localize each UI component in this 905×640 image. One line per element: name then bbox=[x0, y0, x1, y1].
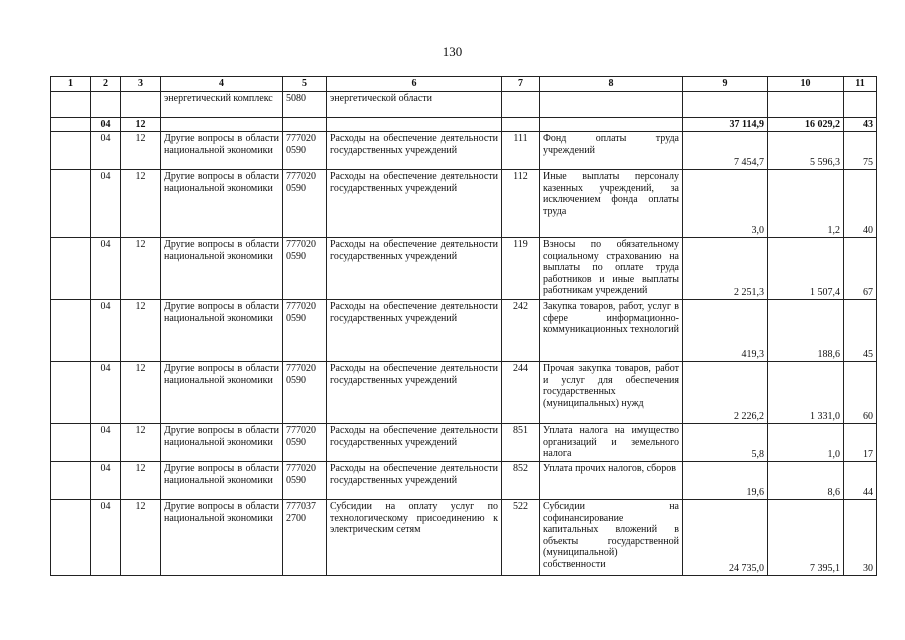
cell-c4: Другие вопросы в области национальной экономики bbox=[161, 500, 283, 576]
header-cell: 1 bbox=[51, 77, 91, 92]
cell-c9: 3,0 bbox=[683, 170, 768, 238]
cell-c6: энергетической области bbox=[327, 91, 502, 117]
cell-c9: 37 114,9 bbox=[683, 117, 768, 132]
cell-c1 bbox=[51, 91, 91, 117]
cell-c6: Субсидии на оплату услуг по технологическому присоединению к электрическим сетям bbox=[327, 500, 502, 576]
cell-c3 bbox=[121, 91, 161, 117]
table-row bbox=[51, 238, 877, 300]
cell-c9: 19,6 bbox=[683, 462, 768, 500]
cell-c6: Расходы на обеспечение деятельности государственных учреждений bbox=[327, 132, 502, 170]
cell-c2: 04 bbox=[91, 500, 121, 576]
cell-c10: 16 029,2 bbox=[768, 117, 844, 132]
page-number: 130 bbox=[442, 44, 463, 59]
cell-c6 bbox=[327, 117, 502, 132]
cell-c9: 2 226,2 bbox=[683, 362, 768, 424]
cell-c8: Уплата прочих налогов, сборов bbox=[540, 462, 683, 500]
cell-c5: 777020 0590 bbox=[283, 462, 327, 500]
cell-c8: Уплата налога на имущество организаций и земельного налога bbox=[540, 424, 683, 462]
cell-c10: 188,6 bbox=[768, 300, 844, 362]
cell-c7: 522 bbox=[502, 500, 540, 576]
cell-c9: 5,8 bbox=[683, 424, 768, 462]
cell-c8: Прочая закупка товаров, работ и услуг для обеспечения государственных (муниципальных) нужд bbox=[540, 362, 683, 424]
cell-c4: энергетический комплекс bbox=[161, 91, 283, 117]
cell-c2: 04 bbox=[91, 300, 121, 362]
cell-c6: Расходы на обеспечение деятельности государственных учреждений bbox=[327, 170, 502, 238]
cell-c8: Фонд оплаты труда учреждений bbox=[540, 132, 683, 170]
cell-c2: 04 bbox=[91, 462, 121, 500]
cell-c2: 04 bbox=[91, 117, 121, 132]
cell-c5: 777020 0590 bbox=[283, 300, 327, 362]
cell-c11: 40 bbox=[844, 170, 877, 238]
table-row bbox=[51, 500, 877, 576]
cell-c11: 45 bbox=[844, 300, 877, 362]
header-cell: 11 bbox=[844, 77, 877, 92]
cell-c3: 12 bbox=[121, 300, 161, 362]
cell-c3: 12 bbox=[121, 424, 161, 462]
cell-c2: 04 bbox=[91, 238, 121, 300]
cell-c9: 2 251,3 bbox=[683, 238, 768, 300]
cell-c7: 242 bbox=[502, 300, 540, 362]
table-row bbox=[51, 462, 877, 500]
cell-c3: 12 bbox=[121, 132, 161, 170]
cell-c4: Другие вопросы в области национальной экономики bbox=[161, 462, 283, 500]
cell-c11: 30 bbox=[844, 500, 877, 576]
cell-c8 bbox=[540, 91, 683, 117]
cell-c10: 8,6 bbox=[768, 462, 844, 500]
header-cell: 4 bbox=[161, 77, 283, 92]
cell-c5: 777020 0590 bbox=[283, 170, 327, 238]
cell-c4: Другие вопросы в области национальной экономики bbox=[161, 424, 283, 462]
cell-c4 bbox=[161, 117, 283, 132]
cell-c10: 1 507,4 bbox=[768, 238, 844, 300]
cell-c4: Другие вопросы в области национальной экономики bbox=[161, 132, 283, 170]
cell-c7 bbox=[502, 91, 540, 117]
cell-c1 bbox=[51, 170, 91, 238]
cell-c2: 04 bbox=[91, 362, 121, 424]
cell-c7: 852 bbox=[502, 462, 540, 500]
cell-c7: 244 bbox=[502, 362, 540, 424]
cell-c11: 67 bbox=[844, 238, 877, 300]
cell-c11 bbox=[844, 91, 877, 117]
cell-c10: 1,0 bbox=[768, 424, 844, 462]
cell-c8: Закупка товаров, работ, услуг в сфере информационно-коммуникационных технологий bbox=[540, 300, 683, 362]
table-row bbox=[51, 170, 877, 238]
header-cell: 3 bbox=[121, 77, 161, 92]
cell-c6: Расходы на обеспечение деятельности государственных учреждений bbox=[327, 238, 502, 300]
header-cell: 5 bbox=[283, 77, 327, 92]
cell-c5: 777020 0590 bbox=[283, 362, 327, 424]
cell-c5: 777020 0590 bbox=[283, 132, 327, 170]
cell-c11: 43 bbox=[844, 117, 877, 132]
cell-c5: 5080 bbox=[283, 91, 327, 117]
cell-c3: 12 bbox=[121, 117, 161, 132]
cell-c3: 12 bbox=[121, 238, 161, 300]
table-row bbox=[51, 300, 877, 362]
cell-c9 bbox=[683, 91, 768, 117]
cell-c1 bbox=[51, 300, 91, 362]
cell-c2: 04 bbox=[91, 170, 121, 238]
cell-c7: 111 bbox=[502, 132, 540, 170]
cell-c4: Другие вопросы в области национальной экономики bbox=[161, 170, 283, 238]
cell-c1 bbox=[51, 132, 91, 170]
budget-table bbox=[50, 76, 877, 576]
cell-c2 bbox=[91, 91, 121, 117]
cell-c1 bbox=[51, 462, 91, 500]
cell-c8 bbox=[540, 117, 683, 132]
cell-c10: 5 596,3 bbox=[768, 132, 844, 170]
cell-c7: 119 bbox=[502, 238, 540, 300]
cell-c2: 04 bbox=[91, 424, 121, 462]
cell-c5: 777020 0590 bbox=[283, 238, 327, 300]
header-cell: 2 bbox=[91, 77, 121, 92]
cell-c9: 419,3 bbox=[683, 300, 768, 362]
cell-c8: Субсидии на софинансирование капитальных вложений в объекты государственной (муниципальной) собственности bbox=[540, 500, 683, 576]
cell-c10 bbox=[768, 91, 844, 117]
cell-c8: Иные выплаты персоналу казенных учреждений, за исключением фонда оплаты труда bbox=[540, 170, 683, 238]
table-row bbox=[51, 362, 877, 424]
cell-c3: 12 bbox=[121, 170, 161, 238]
cell-c6: Расходы на обеспечение деятельности государственных учреждений bbox=[327, 300, 502, 362]
cell-c7: 112 bbox=[502, 170, 540, 238]
cell-c5: 777020 0590 bbox=[283, 424, 327, 462]
cell-c1 bbox=[51, 424, 91, 462]
cell-c3: 12 bbox=[121, 362, 161, 424]
cell-c10: 1 331,0 bbox=[768, 362, 844, 424]
table-row bbox=[51, 132, 877, 170]
cell-c11: 44 bbox=[844, 462, 877, 500]
cell-c1 bbox=[51, 362, 91, 424]
cell-c5 bbox=[283, 117, 327, 132]
cell-c10: 7 395,1 bbox=[768, 500, 844, 576]
cell-c9: 24 735,0 bbox=[683, 500, 768, 576]
header-row bbox=[51, 77, 877, 92]
header-cell: 7 bbox=[502, 77, 540, 92]
summary-row bbox=[51, 117, 877, 132]
cell-c1 bbox=[51, 500, 91, 576]
cell-c5: 777037 2700 bbox=[283, 500, 327, 576]
cell-c3: 12 bbox=[121, 500, 161, 576]
cell-c6: Расходы на обеспечение деятельности государственных учреждений bbox=[327, 462, 502, 500]
cell-c6: Расходы на обеспечение деятельности государственных учреждений bbox=[327, 362, 502, 424]
cell-c9: 7 454,7 bbox=[683, 132, 768, 170]
cell-c4: Другие вопросы в области национальной экономики bbox=[161, 300, 283, 362]
cell-c11: 60 bbox=[844, 362, 877, 424]
cell-c6: Расходы на обеспечение деятельности государственных учреждений bbox=[327, 424, 502, 462]
table-row bbox=[51, 91, 877, 117]
cell-c4: Другие вопросы в области национальной экономики bbox=[161, 238, 283, 300]
header-cell: 10 bbox=[768, 77, 844, 92]
cell-c7: 851 bbox=[502, 424, 540, 462]
cell-c2: 04 bbox=[91, 132, 121, 170]
cell-c1 bbox=[51, 117, 91, 132]
cell-c8: Взносы по обязательному социальному страхованию на выплаты по оплате труда работников и иные выплаты работникам учреждений bbox=[540, 238, 683, 300]
header-cell: 8 bbox=[540, 77, 683, 92]
cell-c11: 17 bbox=[844, 424, 877, 462]
cell-c10: 1,2 bbox=[768, 170, 844, 238]
cell-c11: 75 bbox=[844, 132, 877, 170]
header-cell: 9 bbox=[683, 77, 768, 92]
table-row bbox=[51, 424, 877, 462]
cell-c1 bbox=[51, 238, 91, 300]
cell-c3: 12 bbox=[121, 462, 161, 500]
cell-c7 bbox=[502, 117, 540, 132]
cell-c4: Другие вопросы в области национальной экономики bbox=[161, 362, 283, 424]
header-cell: 6 bbox=[327, 77, 502, 92]
